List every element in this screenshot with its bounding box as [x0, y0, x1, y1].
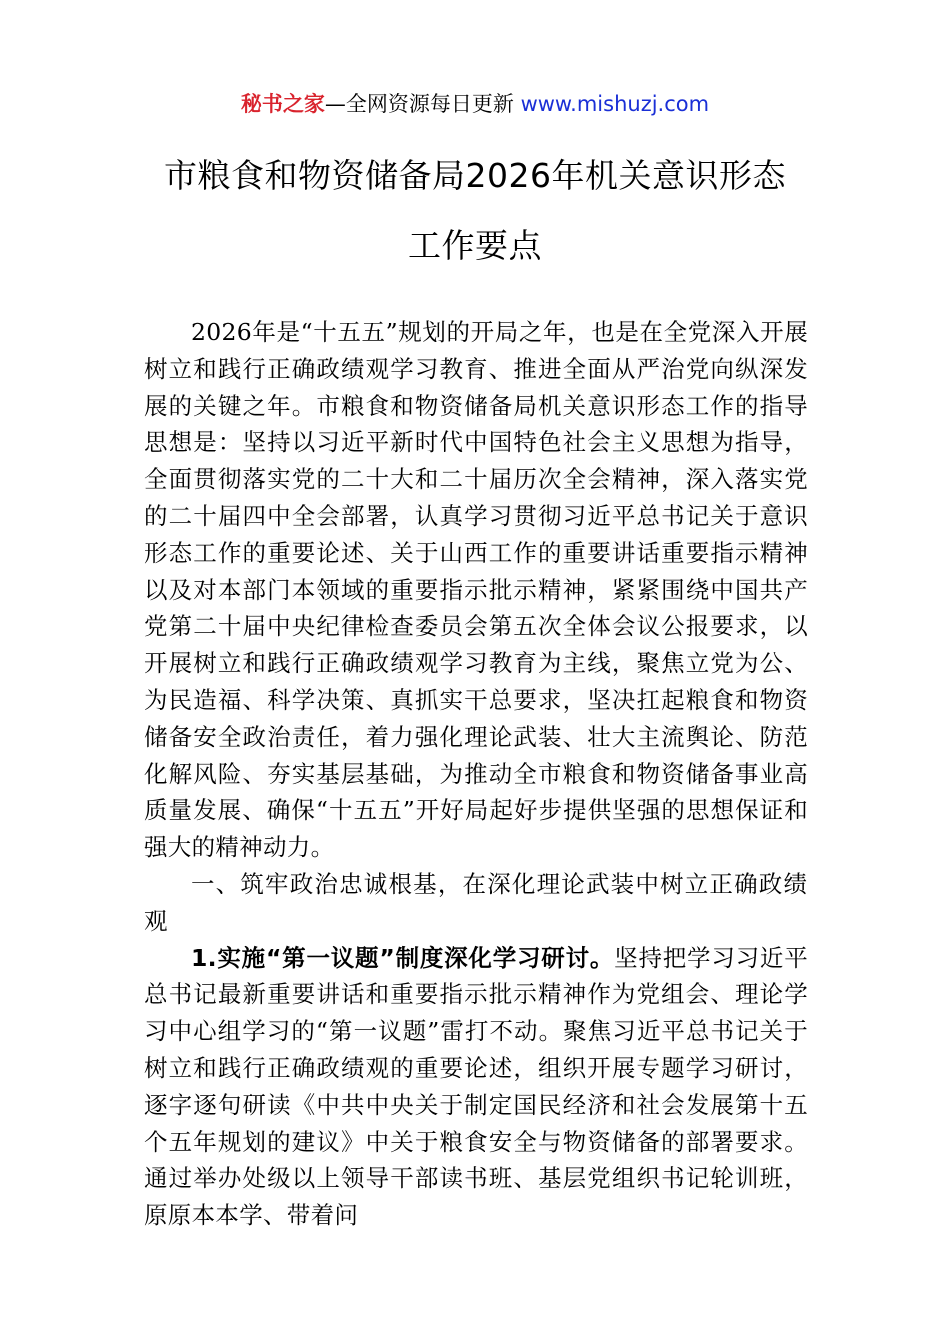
site-header [0, 88, 950, 120]
header-slogan: —全网资源每日更新 [324, 92, 514, 116]
brand-name: 秘书之家 [240, 92, 325, 116]
document-title-line-2: 工作要点 [408, 226, 542, 265]
document-body [144, 314, 808, 1234]
site-url-link[interactable]: www.mishuzj.com [520, 92, 710, 116]
item-1-paragraph [144, 940, 808, 1234]
section-1-heading: 一、筑牢政治忠诚根基，在深化理论武装中树立正确政绩观 [144, 869, 808, 935]
intro-paragraph: 2026年是“十五五”规划的开局之年，也是在全党深入开展树立和践行正确政绩观学习教育、推进全面从严治党向纵深发展的关键之年。市粮食和物资储备局机关意识形态工作的指导思想是：坚持以习近平新时代中国特色社会主义思想为指导，全面贯彻落实党的二十大和二十届历次全会精神，深入落实党的二十届四中全会部署，认真学习贯彻习近平总书记关于意识形态工作的重要论述、关于山西工作的重要讲话重要指示精神以及对本部门本领域的重要指示批示精神，紧紧围绕中国共产党第二十届中央纪律检查委员会第五次全体会议公报要求，以开展树立和践行正确政绩观学习教育为主线，聚焦立党为公、为民造福、科学决策、真抓实干总要求，坚决扛起粮食和物资储备安全政治责任，着力强化理论武装、壮大主流舆论、防范化解风险、夯实基层基础，为推动全市粮食和物资储备事业高质量发展、确保“十五五”开好局起好步提供坚强的思想保证和强大的精神动力。 [144, 318, 808, 862]
item-1-lead: 1.实施“第一议题”制度深化学习研讨。 [191, 943, 615, 972]
item-1-text: 坚持把学习习近平总书记最新重要讲话和重要指示批示精神作为党组会、理论学习中心组学习的“第一议题”雷打不动。聚焦习近平总书记关于树立和践行正确政绩观的重要论述，组织开展专题学习研讨，逐字逐句研读《中共中央关于制定国民经济和社会发展第十五个五年规划的建议》中关于粮食安全与物资储备的部署要求。通过举办处级以上领导干部读书班、基层党组织书记轮训班，原原本本学、带着问 [144, 943, 808, 1230]
document-title-line-1: 市粮食和物资储备局2026年机关意识形态 [164, 156, 786, 195]
